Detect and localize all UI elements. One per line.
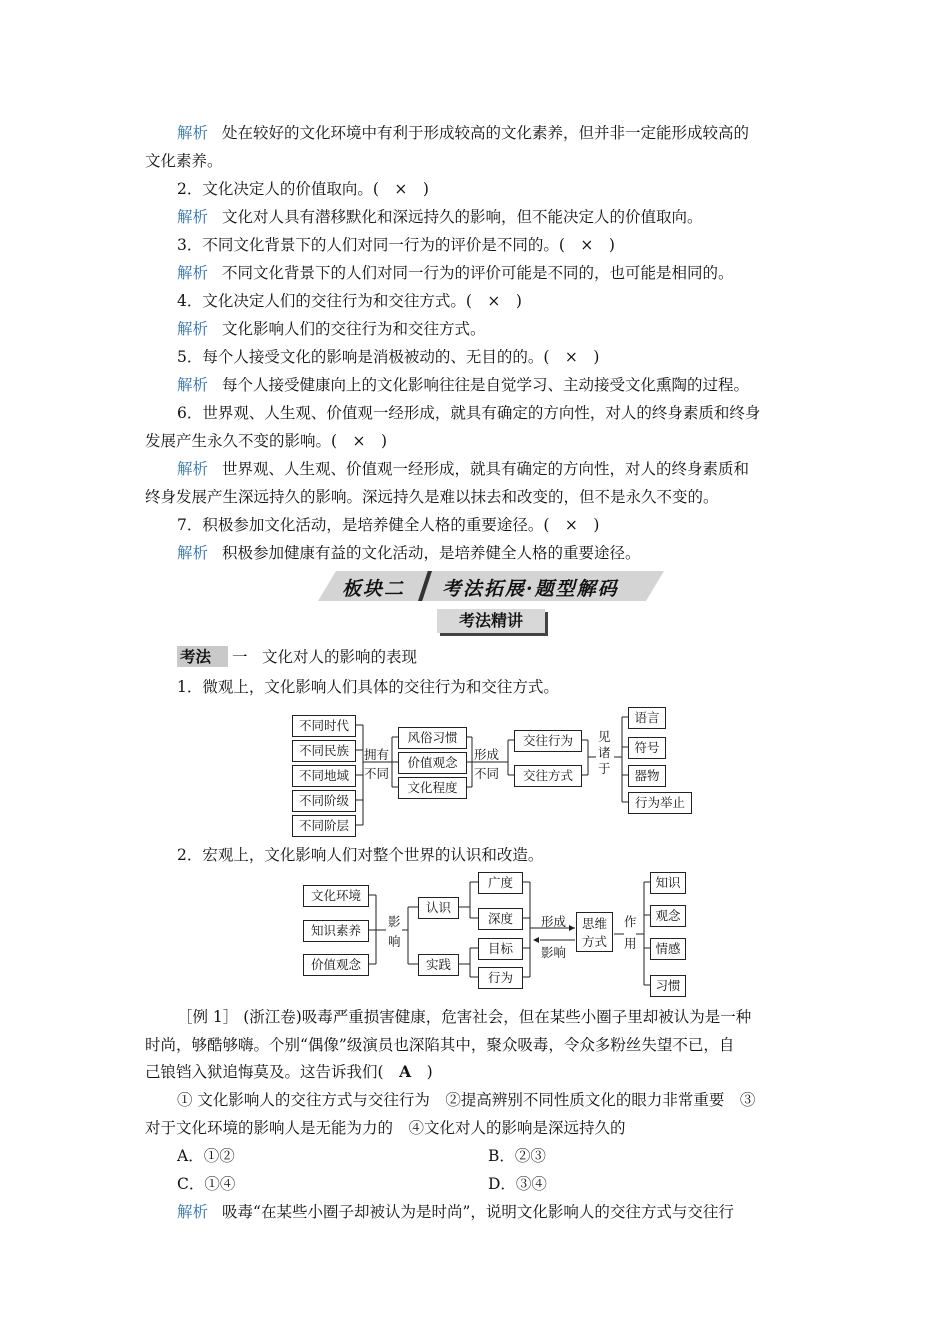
text-line: 发展产生永久不变的影响。( × ) (145, 432, 388, 450)
point-2: 2．宏观上，文化影响人们对整个世界的认识和改造。 (177, 846, 544, 864)
d1-right-box: 行为举止 (628, 792, 692, 814)
text-line: 文化素养。 (145, 152, 223, 170)
sub-banner: 考法精讲 (437, 609, 545, 633)
d1-left-box: 不同阶级 (292, 790, 356, 812)
d2-sub-box: 行为 (478, 967, 523, 989)
d2-right-box: 观念 (650, 905, 686, 927)
option-a: A．①② (177, 1147, 235, 1165)
question-6: 6．世界观、人生观、价值观一经形成，就具有确定的方向性，对人的终身素质和终身 (177, 404, 761, 422)
d2-label-ying: 影 (388, 914, 401, 929)
d1-label-butong: 不同 (474, 766, 500, 781)
text-line: 解析 积极参加健康有益的文化活动，是培养健全人格的重要途径。 (177, 544, 641, 562)
example-line: ① 文化影响人的交往方式与交往行为 ②提高辨别不同性质文化的眼力非常重要 ③ (177, 1091, 756, 1109)
text-line: 解析 吸毒“在某些小圈子却被认为是时尚”，说明文化影响人的交往方式与交往行 (177, 1203, 734, 1221)
option-d: D．③④ (488, 1175, 547, 1193)
text-line: 解析 每个人接受健康向上的文化影响往往是自觉学习、主动接受文化熏陶的过程。 (177, 376, 750, 394)
d2-label-xing: 形成 (541, 914, 567, 929)
kaofa-num: 一 (232, 648, 248, 666)
text-line: 解析 处在较好的文化环境中有利于形成较高的文化素养，但并非一定能形成较高的 (177, 124, 750, 142)
text-line: 解析 世界观、人生观、价值观一经形成，就具有确定的方向性，对人的终身素质和 (177, 460, 750, 478)
text-line: 终身发展产生深远持久的影响。深远持久是难以抹去和改变的，但不是永久不变的。 (145, 488, 719, 506)
d2-label-yingxiang: 影响 (541, 945, 567, 960)
d1-left-box: 不同时代 (292, 715, 356, 737)
d2-right-box: 习惯 (650, 975, 686, 997)
d2-left-box: 价值观念 (303, 954, 369, 976)
option-b: B．②③ (488, 1147, 546, 1165)
question-4: 4．文化决定人们的交往行为和交往方式。( × ) (177, 292, 522, 310)
d1-left-box: 不同民族 (292, 740, 356, 762)
d1-right-box: 符号 (628, 737, 666, 759)
d1-mid-box: 风俗习惯 (398, 727, 467, 749)
d1-right-box: 器物 (628, 765, 666, 787)
example-line: ［例 1］ (浙江卷)吸毒严重损害健康，危害社会，但在某些小圈子里却被认为是一种 (177, 1008, 752, 1026)
d2-sub-box: 广度 (478, 872, 523, 894)
d2-label-zuo: 作 (624, 914, 637, 929)
d1-label-jian: 诸 (598, 745, 611, 760)
d2-mid-box: 实践 (418, 954, 459, 976)
d2-siwei-box: 思维 方式 (576, 912, 613, 952)
question-7: 7．积极参加文化活动，是培养健全人格的重要途径。( × ) (177, 516, 600, 534)
banner-right: 考法拓展·题型解码 (442, 578, 619, 600)
d2-label-xiang: 响 (388, 934, 401, 949)
example-line: 时尚，够酷够嗨。个别“偶像”级演员也深陷其中，聚众吸毒，令众多粉丝失望不已，自 (145, 1036, 735, 1054)
d1-jiao-box: 交往行为 (514, 730, 582, 752)
example-line: 对于文化环境的影响人是无能为力的 ④文化对人的影响是深远持久的 (145, 1119, 626, 1137)
d2-left-box: 文化环境 (303, 885, 369, 907)
question-2: 2．文化决定人的价值取向。( × ) (177, 180, 429, 198)
d1-right-box: 语言 (628, 707, 666, 729)
d2-right-box: 知识 (650, 872, 686, 894)
d2-sub-box: 目标 (478, 938, 523, 960)
example-line: 己锒铛入狱追悔莫及。这告诉我们( A ) (145, 1062, 433, 1081)
kaofa-title: 文化对人的影响的表现 (262, 648, 418, 666)
text-line: 解析 不同文化背景下的人们对同一行为的评价可能是不同的，也可能是相同的。 (177, 264, 734, 282)
answer: A (399, 1062, 412, 1081)
d1-label-butong: 不同 (364, 766, 390, 781)
d1-mid-box: 文化程度 (398, 777, 467, 799)
d1-left-box: 不同地域 (292, 765, 356, 787)
question-3: 3．不同文化背景下的人们对同一行为的评价是不同的。( × ) (177, 236, 615, 254)
d2-mid-box: 认识 (418, 897, 459, 919)
d2-left-box: 知识素养 (303, 920, 369, 942)
banner-left: 板块二 (342, 578, 406, 600)
d1-label-jian: 见 (598, 729, 611, 744)
d1-jiao-box: 交往方式 (514, 765, 582, 787)
d1-label-jian: 于 (598, 761, 611, 776)
d1-mid-box: 价值观念 (398, 752, 467, 774)
d1-left-box: 不同阶层 (292, 815, 356, 837)
text-line: 解析 文化影响人们的交往行为和交往方式。 (177, 320, 486, 338)
d2-sub-box: 深度 (478, 908, 523, 930)
option-c: C．①④ (177, 1175, 236, 1193)
text-line: 解析 文化对人具有潜移默化和深远持久的影响，但不能决定人的价值取向。 (177, 208, 703, 226)
d2-label-yong: 用 (624, 936, 637, 951)
d1-label-xing: 形成 (474, 747, 500, 762)
d1-label-yong: 拥有 (364, 747, 390, 762)
question-5: 5．每个人接受文化的影响是消极被动的、无目的的。( × ) (177, 348, 600, 366)
point-1: 1．微观上，文化影响人们具体的交往行为和交往方式。 (177, 678, 559, 696)
d2-right-box: 情感 (650, 938, 686, 960)
kaofa-label: 考法 (177, 646, 228, 667)
